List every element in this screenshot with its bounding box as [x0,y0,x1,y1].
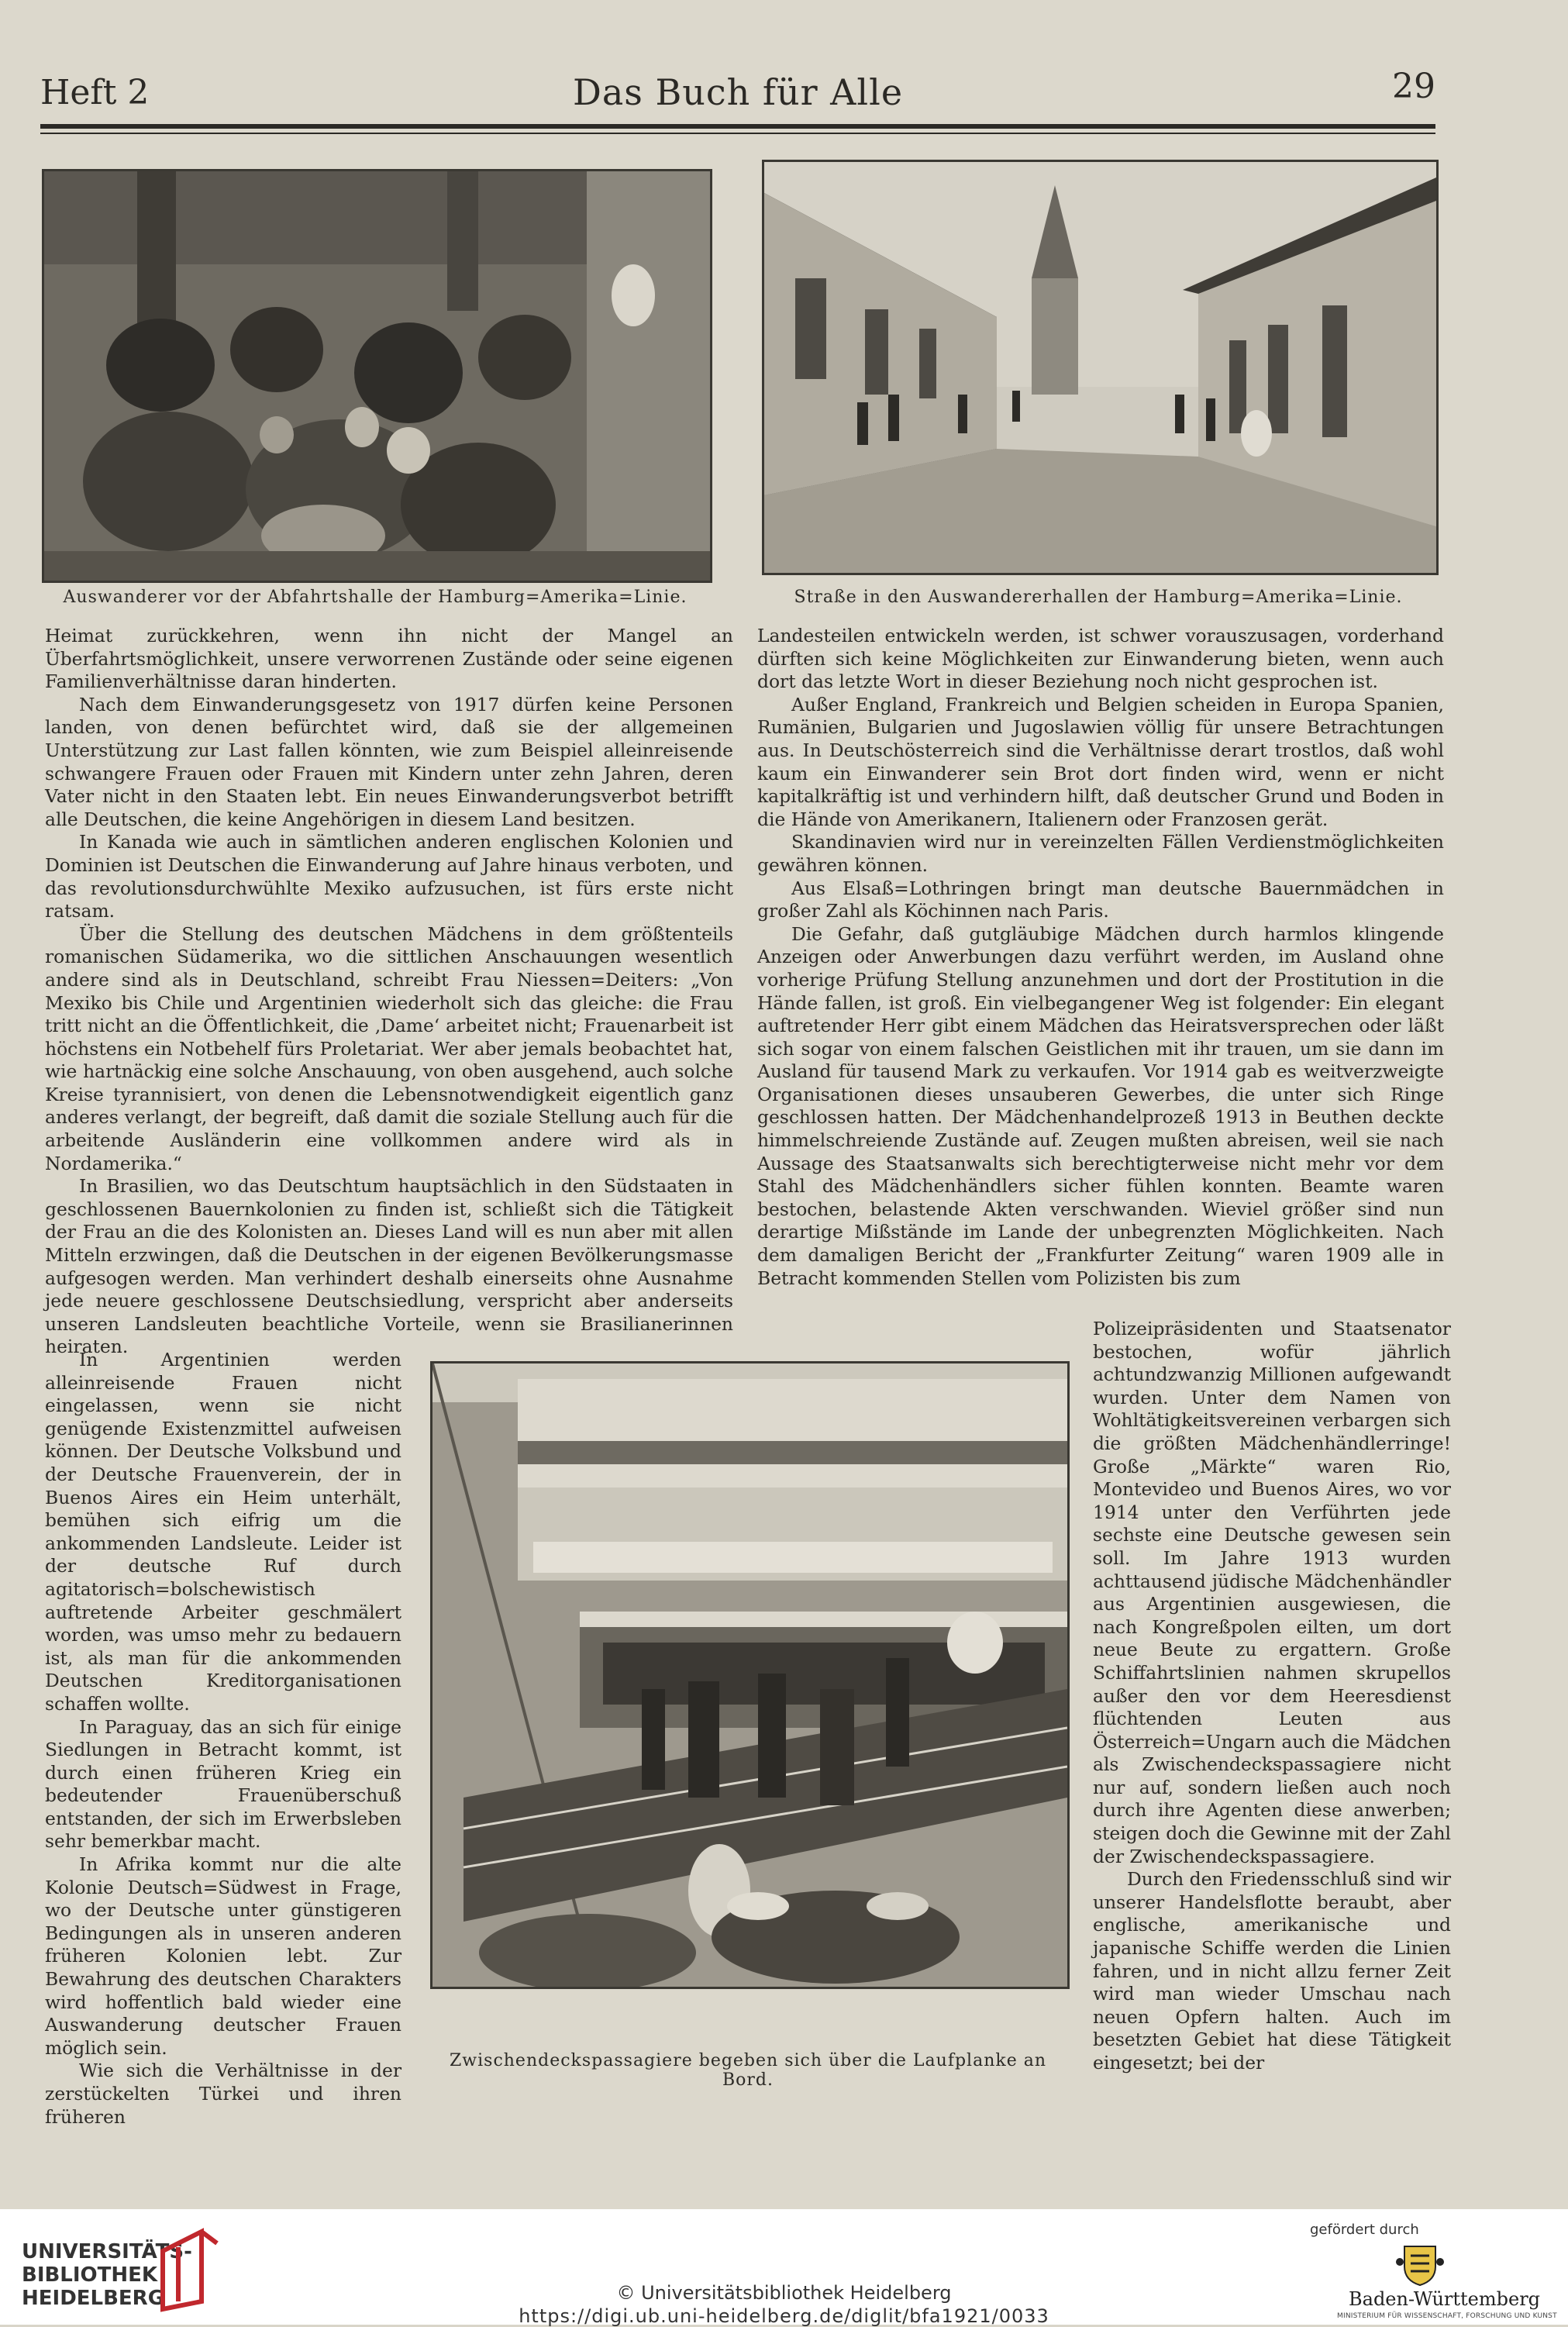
photo-emigrants [42,169,712,583]
paragraph: In Kanada wie auch in sämtlichen anderen englischen Kolonien und Dominien ist Deutschen die Einwanderung auf Jahre hinaus verboten, und das revolutionsdurchwühlte Mexiko aufzusuchen, ist fürs erste nicht ratsam. [45,831,733,922]
right-column-narrow-text [1093,1318,1451,2075]
sponsor-ministry: MINISTERIUM FÜR WISSENSCHAFT, FORSCHUNG UND KUNST [1337,2312,1557,2320]
photo-ship [430,1361,1070,1989]
photo-street-illustration [764,162,1436,573]
page-number: 29 [1392,67,1435,106]
paragraph: Nach dem Einwanderungsgesetz von 1917 dürfen keine Personen landen, von denen befürchtet wird, daß sie der allgemeinen Unterstützung zur Last fallen könnten, wie zum Beispiel alleinreisende schwangere Frauen oder Frauen mit Kindern unter zehn Jahren, deren Vater nicht in den Staaten lebt. Ein neues Einwanderungsverbot betrifft alle Deutschen, die keine Angehörigen in diesem Land besitzen. [45,693,733,830]
paragraph: Skandinavien wird nur in vereinzelten Fällen Verdienstmöglichkeiten gewähren können. [757,831,1444,876]
sponsor-label: gefördert durch [1310,2222,1419,2238]
paragraph: In Paraguay, das an sich für einige Siedlungen in Betracht kommt, ist durch einen früheren Krieg ein bedeutender Frauenüberschuß entstanden, der sich im Erwerbsleben sehr bemerkbar macht. [45,1715,401,1853]
coat-of-arms-icon [1395,2240,1445,2287]
right-column-text [757,625,1444,1290]
photo-emigrants-illustration [44,171,710,581]
paragraph: Wie sich die Verhältnisse in der zerstückelten Türkei und ihren früheren [45,2060,401,2128]
paragraph: Heimat zurückkehren, wenn ihn nicht der Mangel an Überfahrtsmöglichkeit, unsere verworrenen Zustände oder seine eigenen Familienverhältnisse daran hinderten. [45,625,733,693]
left-column-text [45,625,733,1359]
library-line: UNIVERSITÄTS- [22,2240,192,2263]
copyright-notice: © Universitätsbibliothek Heidelberg [616,2282,952,2304]
paragraph: Über die Stellung des deutschen Mädchens in dem größtenteils romanischen Südamerika, wo die sittlichen Anschauungen wesentlich andere sind als in Deutschland, schreibt Frau Niessen=Deiters: „Von Mexiko bis Chile und Argentinien wiederholt sich das gleiche: die Frau tritt nicht an die Öffentlichkeit, die ‚Dame‘ arbeitet nicht; Frauenarbeit ist höchstens ein Notbehelf fürs Proletariat. Wer aber jemals beobachtet hat, wie hartnäckig eine solche Anschauung, von oben ausgehend, auch solche Kreise tyrannisiert, von denen die Lebensnotwendigkeit eigentlich ganz anderes verlangt, der begreift, daß damit die soziale Stellung auch für die arbeitende Ausländerin eine vollkommen andere wird als in Nordamerika.“ [45,922,733,1174]
footer-bar [0,2209,1568,2325]
header-rule [40,124,1435,129]
paragraph: Die Gefahr, daß gutgläubige Mädchen durch harmlos klingende Anzeigen oder Anwerbungen dazu verführt werden, im Ausland ohne vorherige Prüfung Stellung anzunehmen und dort der Prostitution in die Hände fallen, ist groß. Ein vielbegangener Weg ist folgender: Ein elegant auftretender Herr gibt einem Mädchen das Heiratsversprechen oder läßt sich sogar von einem falschen Geistlichen mit ihr trauen, um sie dann im Ausland für tausend Mark zu verkaufen. Vor 1914 gab es weitverzweigte Organisationen dieses unsauberen Gewerbes, die unter sich Ringe geschlossen hatten. Der Mädchenhandelprozeß 1913 in Beuthen deckte himmelschreiende Zustände auf. Zeugen mußten abreisen, weil sie nach Aussage des Staatsanwalts sich berechtigterweise nicht mehr vor dem Stahl des Mädchenhändlers sicher fühlen konnten. Beamte waren bestochen, belastende Akten verschwanden. Wieviel größer sind nun derartige Mißstände im Lande der unbegrenzten Möglichkeiten. Nach dem damaligen Bericht der „Frankfurter Zeitung“ waren 1909 alle in Betracht kommenden Stellen vom Polizisten bis zum [757,922,1444,1289]
issue-label: Heft 2 [40,73,150,112]
header-rule-thin [40,133,1435,134]
paragraph: Polizeipräsidenten und Staatsenator bestochen, wofür jährlich achtundzwanzig Millionen aufgewandt wurden. Unter dem Namen von Wohltätigkeitsvereinen verbargen sich die größten Mädchenhändlerringe! Große „Märkte“ waren Rio, Montevideo und Buenos Aires, wo vor 1914 unter den Verführten jede sechste eine Deutsche gewesen sein soll. Im Jahre 1913 wurden achttausend jüdische Mädchenhändler aus Argentinien ausgewiesen, die nach Kongreßpolen eilten, um dort neue Beute zu ergattern. Große Schiffahrtslinien nahmen skrupellos außer den vor dem Heeresdienst flüchtenden Leuten aus Österreich=Ungarn auch die Mädchen als Zwischendeckspassagiere nicht nur auf, sondern ließen auch noch durch ihre Agenten diese anwerben; steigen doch die Gewinne mit der Zahl der Zwischendeckspassagiere. [1093,1318,1451,1867]
left-column-narrow-text [45,1349,401,2129]
caption-photo-street: Straße in den Auswandererhallen der Hamburg=Amerika=Linie. [794,588,1403,607]
sponsor-name: Baden-Württemberg [1349,2288,1541,2310]
paragraph: Landesteilen entwickeln werden, ist schwer vorauszusagen, vorderhand dürften sich keine Möglichkeiten zur Einwanderung bieten, wenn auch dort das letzte Wort in dieser Beziehung noch nicht gesprochen ist. [757,625,1444,693]
paragraph: In Afrika kommt nur die alte Kolonie Deutsch=Südwest in Frage, wo der Deutsche unter günstigeren Bedingungen als in unseren anderen früheren Kolonien lebt. Zur Bewahrung des deutschen Charakters wird hoffentlich bald wieder eine Auswanderung deutscher Frauen möglich sein. [45,1853,401,2059]
magazine-title: Das Buch für Alle [572,71,904,113]
paragraph: Aus Elsaß=Lothringen bringt man deutsche Bauernmädchen in großer Zahl als Köchinnen nach Paris. [757,877,1444,922]
permalink-url[interactable]: https://digi.ub.uni-heidelberg.de/diglit/bfa1921/0033 [519,2305,1049,2327]
caption-photo-ship: Zwischendeckspassagiere begeben sich über die Laufplanke an Bord. [450,2051,1046,2090]
paragraph: Außer England, Frankreich und Belgien scheiden in Europa Spanien, Rumänien, Bulgarien und Jugoslawien völlig für unsere Betrachtungen aus. In Deutschösterreich sind die Verhältnisse derart trostlos, daß wohl kaum ein Einwanderer sein Brot dort finden wird, wenn er nicht kapitalkräftig ist und verhindern hilft, daß deutscher Grund und Boden in die Hände von Amerikanern, Italienern oder Franzosen gerät. [757,693,1444,830]
photo-street [762,160,1439,575]
paragraph: In Brasilien, wo das Deutschtum hauptsächlich in den Südstaaten in geschlossenen Bauernkolonien zu finden ist, schließt sich die Tätigkeit der Frau an die des Kolonisten an. Dieses Land will es nun aber mit allen Mitteln erzwingen, daß die Deutschen in der eigenen Bevölkerungsmasse aufgesogen werden. Man verhindert deshalb einerseits ohne Ausnahme jede neuere geschlossene Deutschsiedlung, verspricht aber anderseits unseren Landsleuten beachtliche Vorteile, wenn sie Brasilianerinnen heiraten. [45,1175,733,1358]
library-line: HEIDELBERG [22,2287,165,2310]
library-line: BIBLIOTHEK [22,2263,158,2287]
caption-photo-emigrants: Auswanderer vor der Abfahrtshalle der Hamburg=Amerika=Linie. [63,588,688,607]
page-header [40,67,1435,129]
photo-ship-illustration [432,1363,1067,1987]
paragraph: In Argentinien werden alleinreisende Frauen nicht eingelassen, wenn sie nicht genügende Existenzmittel aufweisen können. Der Deutsche Volksbund und der Deutsche Frauenverein, der in Buenos Aires ein Heim unterhält, bemühen sich eifrig um die ankommenden Landsleute. Leider ist der deutsche Ruf durch agitatorisch=bolschewistisch auftretende Arbeiter geschmälert worden, was umso mehr zu bedauern ist, als man für die ankommenden Deutschen Kreditorganisationen schaffen wollte. [45,1349,401,1715]
paragraph: Durch den Friedensschluß sind wir unserer Handelsflotte beraubt, aber englische, amerikanische und japanische Schiffe werden die Linien fahren, und in nicht allzu ferner Zeit wird man wieder Umschau nach neuen Opfern halten. Auch im besetzten Gebiet hat diese Tätigkeit eingesetzt; bei der [1093,1868,1451,2074]
